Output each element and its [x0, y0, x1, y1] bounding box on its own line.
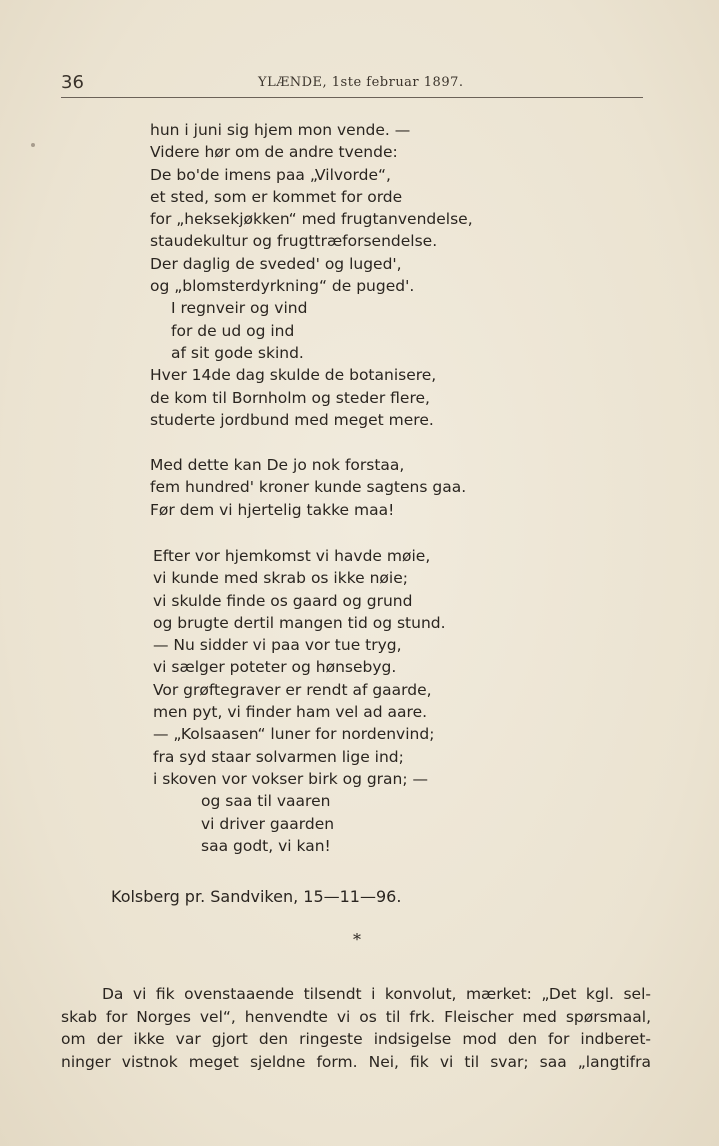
poem-signature: Kolsberg pr. Sandviken, 15—11—96.: [111, 887, 402, 906]
verse-line: fra syd staar solvarmen lige ind;: [153, 747, 404, 766]
verse-line: fem hundred' kroner kunde sagtens gaa.: [150, 478, 467, 497]
poem-stanza-2: [150, 454, 466, 521]
section-separator: *: [353, 930, 361, 949]
verse-line: Vor grøftegraver er rendt af gaarde,: [153, 680, 432, 699]
prose-line: om der ikke var gjort den ringeste indsigelse mod den for indberet-: [61, 1030, 651, 1048]
verse-line: Med dette kan De jo nok forstaa,: [150, 456, 405, 474]
running-head: YLÆNDE, 1ste februar 1897.: [258, 75, 464, 90]
verse-line: vi kunde med skrab os ikke nøie;: [153, 569, 408, 588]
verse-line: for „heksekjøkken“ med frugtanvendelse,: [150, 210, 473, 229]
ink-speck: [31, 143, 35, 147]
prose-paragraph: [61, 983, 651, 1073]
verse-line: vi skulde finde os gaard og grund: [153, 591, 413, 610]
poem-stanza-1: [150, 119, 473, 431]
prose-line: Da vi fik ovenstaaende tilsendt i konvolut, mærket: „Det kgl. sel-: [102, 985, 651, 1003]
verse-line: et sted, som er kommet for orde: [150, 187, 403, 206]
verse-line: De bo'de imens paa „Vilvorde“,: [150, 165, 391, 184]
verse-line: Før dem vi hjertelig takke maa!: [150, 500, 395, 519]
verse-line: — „Kolsaasen“ luner for nordenvind;: [153, 725, 435, 744]
page-number: 36: [61, 72, 84, 93]
verse-line: staudekultur og frugttræforsendelse.: [150, 232, 438, 251]
header-rule: [61, 97, 643, 98]
prose-line: skab for Norges vel“, henvendte vi os til frk. Fleischer med spørsmaal,: [61, 1007, 651, 1026]
verse-line: og „blomsterdyrkning“ de puged'.: [150, 277, 415, 296]
verse-line: saa godt, vi kan!: [201, 836, 331, 855]
poem-stanza-3: [153, 545, 446, 857]
verse-line: vi driver gaarden: [201, 814, 335, 833]
verse-line: i skoven vor vokser birk og gran; —: [153, 769, 429, 788]
verse-line: studerte jordbund med meget mere.: [150, 410, 434, 429]
verse-line: og brugte dertil mangen tid og stund.: [153, 613, 446, 632]
verse-line: og saa til vaaren: [201, 792, 331, 811]
verse-line: — Nu sidder vi paa vor tue tryg,: [153, 636, 402, 655]
verse-line: vi sælger poteter og hønsebyg.: [153, 658, 397, 677]
verse-line: for de ud og ind: [171, 321, 295, 340]
verse-line: hun i juni sig hjem mon vende. —: [150, 121, 411, 139]
verse-line: af sit gode skind.: [171, 343, 304, 362]
verse-line: Hver 14de dag skulde de botanisere,: [150, 366, 437, 385]
verse-line: de kom til Bornholm og steder flere,: [150, 388, 430, 407]
verse-line: Efter vor hjemkomst vi havde møie,: [153, 547, 431, 565]
page-header: [61, 72, 643, 98]
prose-line: ninger vistnok meget sjeldne form. Nei, fik vi til svar; saa „langtifra: [61, 1052, 651, 1071]
verse-line: men pyt, vi finder ham vel ad aare.: [153, 703, 428, 722]
verse-line: I regnveir og vind: [171, 299, 308, 318]
verse-line: Der daglig de sveded' og luged',: [150, 254, 402, 273]
verse-line: Videre hør om de andre tvende:: [150, 143, 398, 162]
